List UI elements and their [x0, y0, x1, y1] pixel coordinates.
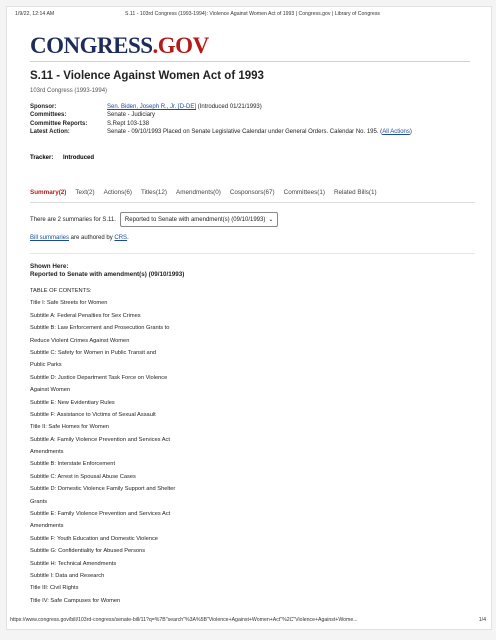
tab-summary[interactable]: Summary(2) [30, 189, 67, 196]
logo-part2: .GOV [152, 33, 209, 58]
toc-line: Subtitle E: New Evidentiary Rules [30, 399, 115, 406]
toc-line: Reduce Violent Crimes Against Women [30, 337, 130, 344]
bill-summaries-link[interactable]: Bill summaries [30, 235, 70, 241]
toc-line: Subtitle A: Family Violence Prevention and Services Act [30, 436, 170, 443]
toc-line: Subtitle D: Domestic Violence Family Support and Shelter [30, 486, 176, 493]
toc-line: TABLE OF CONTENTS: [30, 288, 92, 294]
toc-line: Grants [30, 498, 48, 505]
tabs-divider [30, 202, 475, 203]
bill-overview [30, 103, 477, 137]
tab-text[interactable]: Text(2) [75, 189, 95, 196]
summary-count-text: There are 2 summaries for S.11. [30, 216, 116, 223]
summaries-authored-note [30, 235, 129, 241]
print-footer [10, 617, 486, 623]
all-actions-link[interactable]: All Actions [382, 129, 410, 136]
committee-reports-row [30, 120, 477, 128]
tracker [30, 155, 94, 161]
authored-by-text: are authored by [69, 235, 115, 241]
print-header [15, 11, 483, 17]
committees-row [30, 111, 477, 119]
toc-line: Subtitle C: Safety for Women in Public Transit and [30, 349, 157, 356]
committee-reports-label: Committee Reports: [30, 120, 88, 127]
toc-line: Subtitle G: Confidentiality for Abused Persons [30, 548, 146, 555]
tab-amendments[interactable]: Amendments(0) [176, 189, 221, 196]
header-divider [30, 61, 470, 62]
toc-line: Subtitle B: Law Enforcement and Prosecution Grants to [30, 325, 170, 332]
print-url: https://www.congress.gov/bill/103rd-congress/senate-bill/11?q=%7B"search"%3A%5B"Violence+Against+Women+Act"%2C"Violence+Against+Wome... [10, 617, 358, 623]
toc-line: Amendments [30, 523, 64, 530]
toc-line: Subtitle I: Data and Research [30, 572, 105, 579]
toc-line: Subtitle C: Arrest in Spousal Abuse Cases [30, 473, 136, 480]
print-title: S.11 - 103rd Congress (1993-1994): Violence Against Women Act of 1993 | Congress.gov | Library of Congress [125, 11, 381, 17]
toc-line: Against Women [30, 387, 71, 394]
tab-actions[interactable]: Actions(6) [103, 189, 133, 196]
tracker-value: Introduced [63, 155, 95, 161]
summary-version-selected: Reported to Senate with amendment(s) (09/10/1993) [124, 216, 266, 223]
committee-reports-value: S.Rept 103-138 [107, 120, 150, 127]
shown-here-label: Shown Here: [30, 263, 69, 270]
toc-line: Subtitle B: Interstate Enforcement [30, 461, 116, 468]
committees-value: Senate - Judiciary [107, 112, 156, 119]
committees-label: Committees: [30, 112, 67, 119]
toc-line: Subtitle F: Youth Education and Domestic Violence [30, 535, 158, 542]
summary-selector-row [30, 212, 278, 227]
bill-number: S.11 [30, 70, 54, 82]
tab-titles[interactable]: Titles(12) [141, 189, 168, 196]
sponsor-label: Sponsor: [30, 104, 57, 110]
toc-line: Subtitle D: Justice Department Task Force on Violence [30, 374, 168, 381]
toc-line: Title I: Safe Streets for Women [30, 300, 108, 307]
toc-line: Title III: Civil Rights [30, 585, 79, 592]
toc-line: Amendments [30, 449, 64, 456]
crs-link[interactable]: CRS [114, 235, 128, 241]
congress-gov-logo[interactable] [30, 33, 209, 59]
section-divider [30, 253, 475, 254]
printed-page [6, 6, 492, 630]
bill-title [30, 70, 264, 82]
sponsor-link[interactable]: Sen. Biden, Joseph R., Jr. [D-DE] [107, 104, 197, 110]
tab-committees[interactable]: Committees(1) [283, 189, 325, 196]
summary-version-select[interactable] [120, 212, 278, 227]
toc-line: Subtitle A: Federal Penalties for Sex Crimes [30, 312, 141, 319]
tracker-label: Tracker: [30, 155, 54, 161]
latest-action-close: ) [409, 129, 412, 136]
bill-name: Violence Against Women Act of 1993 [63, 70, 264, 82]
latest-action-value: Senate - 09/10/1993 Placed on Senate Legislative Calendar under General Orders. Calendar No. 195. ( [107, 129, 383, 136]
tab-cosponsors[interactable]: Cosponsors(67) [229, 189, 275, 196]
shown-here-version: Reported to Senate with amendment(s) (09/10/1993) [30, 271, 185, 278]
table-of-contents [30, 285, 175, 607]
latest-action-label: Latest Action: [30, 129, 70, 136]
toc-line: Title II: Safe Homes for Women [30, 424, 110, 431]
print-page-number: 1/4 [478, 617, 486, 623]
toc-line: Subtitle E: Family Violence Prevention and Services Act [30, 511, 171, 518]
bill-tabs [30, 189, 386, 196]
logo-part1: CONGRESS [30, 33, 153, 58]
sponsor-row [30, 103, 477, 111]
toc-line: Subtitle H: Technical Amendments [30, 560, 117, 567]
sponsor-introduced: (Introduced 01/21/1993) [196, 104, 262, 110]
congress-session: 103rd Congress (1993-1994) [30, 88, 108, 94]
authored-end: . [127, 235, 129, 241]
toc-line: Public Parks [30, 362, 62, 369]
latest-action-row [30, 128, 477, 136]
tab-related-bills[interactable]: Related Bills(1) [333, 189, 377, 196]
chevron-down-icon: ⌄ [268, 217, 274, 223]
bill-title-separator: - [53, 70, 64, 82]
shown-here [30, 263, 184, 279]
toc-line: Subtitle F: Assistance to Victims of Sexual Assault [30, 411, 156, 418]
print-timestamp: 1/9/22, 12:14 AM [15, 11, 55, 17]
toc-line: Title IV: Safe Campuses for Women [30, 597, 121, 604]
